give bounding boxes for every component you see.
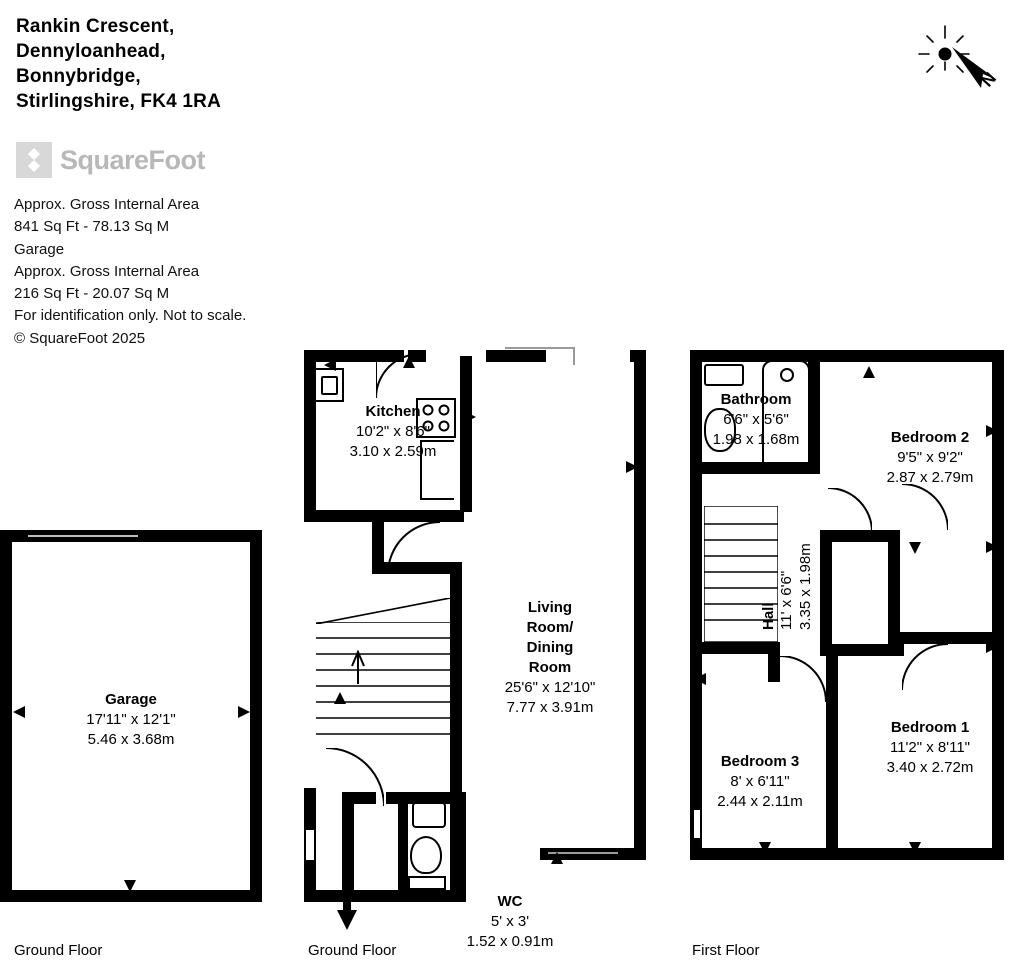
room-garage-metric: 5.46 x 3.68m <box>87 731 175 748</box>
garage-floorplan <box>0 530 270 910</box>
area-line-3: Garage <box>14 240 65 258</box>
room-bedroom1-metric: 3.40 x 2.72m <box>886 759 974 776</box>
gf-wall-top-2 <box>486 350 546 362</box>
brand-name: SquareFoot <box>60 144 206 175</box>
gf-window-top-end <box>573 347 575 365</box>
wc-wall-right <box>454 792 466 892</box>
room-living-metric: 7.77 x 3.91m <box>506 699 594 716</box>
ff-arrow-bottom-right <box>908 840 922 859</box>
area-line-5: 216 Sq Ft - 20.07 Sq M <box>14 285 170 303</box>
room-bathroom-name: Bathroom <box>720 391 792 408</box>
room-wc-metric: 1.52 x 0.91m <box>466 933 554 950</box>
ff-window-left <box>694 810 700 838</box>
room-bedroom3-metric: 2.44 x 2.11m <box>717 793 803 810</box>
room-vestibule-name: Vestibule <box>340 820 357 886</box>
room-living-name-line1: Living <box>527 599 573 616</box>
gf-arrow-right-top <box>624 460 638 479</box>
room-living-name-line2: Room/ <box>526 619 574 636</box>
compass-rose <box>905 14 1015 94</box>
bathroom-door[interactable] <box>828 488 872 532</box>
ff-arrow-top <box>862 366 876 385</box>
wc-cistern-icon <box>408 876 446 890</box>
address-line-1: Rankin Crescent, <box>16 16 175 37</box>
room-living-dining <box>470 598 630 718</box>
stairs-diagonal <box>316 598 450 629</box>
room-bedroom1-name: Bedroom 1 <box>890 719 970 736</box>
ff-hall-wall-bottom <box>820 644 904 656</box>
garage-top-opening-line <box>28 535 138 537</box>
address-line-3: Bonnybridge, <box>16 66 141 87</box>
ff-wall-mid-left-stub <box>768 642 780 682</box>
page-title <box>16 14 436 114</box>
garage-wall-bottom-left <box>0 890 180 902</box>
ground-floor-floorplan <box>290 340 660 950</box>
wc-basin-icon <box>412 802 446 828</box>
area-line-2: 841 Sq Ft - 78.13 Sq M <box>14 218 170 236</box>
ff-wall-bottom-4 <box>862 848 1004 860</box>
room-wc-name: WC <box>497 893 523 910</box>
room-bedroom-1 <box>850 718 1010 778</box>
room-bedroom3-imperial: 8' x 6'11" <box>730 773 790 790</box>
gf-arrow-bottom <box>550 852 564 871</box>
ff-arrow-right-low <box>984 640 998 659</box>
ff-arrow-left <box>694 672 708 691</box>
area-line-6: For identification only. Not to scale. <box>14 307 247 325</box>
gf-wall-right <box>634 350 646 860</box>
room-kitchen-name: Kitchen <box>365 403 421 420</box>
area-line-1: Approx. Gross Internal Area <box>14 196 200 213</box>
room-kitchen-metric: 3.10 x 2.59m <box>349 443 437 460</box>
floor-label-ground-left: Ground Floor <box>14 942 103 959</box>
hall-door[interactable] <box>388 522 440 574</box>
room-hall-metric: 3.35 x 1.98m <box>797 543 814 630</box>
brand-logo <box>14 140 205 180</box>
room-living-imperial: 25'6" x 12'10" <box>504 679 596 696</box>
area-line-7: © SquareFoot 2025 <box>14 329 146 347</box>
gf-window-left <box>306 830 314 860</box>
room-bathroom-metric: 1.98 x 1.68m <box>712 431 800 448</box>
vestibule-wall-top-left <box>342 792 376 804</box>
room-garage-imperial: 17'11" x 12'1" <box>86 711 176 728</box>
ff-hall-wall-right <box>888 530 900 644</box>
room-wc-imperial: 5' x 3' <box>490 913 530 930</box>
room-hall-imperial: 11' x 6'6" <box>778 570 795 630</box>
entrance-arrow <box>336 900 358 935</box>
bathroom-basin-icon <box>704 364 744 386</box>
ff-hall-wall-left <box>820 530 832 656</box>
garage-wall-left <box>0 530 12 902</box>
gf-wall-kitchen-bottom <box>304 510 378 522</box>
area-line-4: Approx. Gross Internal Area <box>14 262 200 280</box>
bedroom3-door[interactable] <box>780 656 826 702</box>
garage-wall-right <box>250 530 262 902</box>
first-floor-floorplan <box>680 340 1020 880</box>
room-kitchen-imperial: 10'2" x 8'6" <box>356 423 430 440</box>
room-bedroom2-imperial: 9'5" x 9'2" <box>897 449 963 466</box>
room-bedroom2-name: Bedroom 2 <box>890 429 970 446</box>
ff-arrow-bottom-left <box>758 840 772 859</box>
room-kitchen <box>328 402 458 462</box>
address-line-4: Stirlingshire, FK4 1RA <box>16 91 221 112</box>
room-bedroom2-metric: 2.87 x 2.79m <box>886 469 974 486</box>
gf-wall-kitchen-bottom-2 <box>384 510 464 522</box>
room-hall-name: Hall <box>760 602 777 630</box>
room-bedroom3-name: Bedroom 3 <box>720 753 800 770</box>
gf-wall-kitchen-right <box>460 356 472 512</box>
wc-toilet-icon <box>410 836 442 874</box>
room-garage <box>31 690 231 750</box>
room-garage-name: Garage <box>105 691 157 708</box>
area-summary <box>14 194 434 350</box>
gf-window-top <box>505 347 575 349</box>
room-bathroom <box>686 390 826 450</box>
garage-arrow-right <box>236 705 250 724</box>
garage-arrow-left <box>13 705 27 724</box>
room-wc <box>420 892 600 952</box>
room-bedroom-2 <box>850 428 1010 488</box>
room-bathroom-imperial: 6'6" x 5'6" <box>723 411 789 428</box>
gf-arrow-kitchen-right <box>462 410 476 429</box>
squarefoot-logo-icon <box>14 140 54 180</box>
compass-north-label: N <box>977 68 1000 91</box>
garage-arrow-bottom <box>123 878 137 897</box>
floor-label-first: First Floor <box>692 942 760 959</box>
address-line-2: Dennyloanhead, <box>16 41 166 62</box>
ff-wall-top-right <box>876 350 996 362</box>
ff-arrow-bed2-bottom <box>908 540 922 559</box>
room-bedroom1-imperial: 11'2" x 8'11" <box>889 739 971 756</box>
staircase <box>316 622 450 752</box>
gf-arrow-kitchen-left <box>324 358 338 377</box>
room-living-name-line4: Room <box>528 659 572 676</box>
gf-arrow-kitchen-top <box>402 356 416 375</box>
room-bedroom-3 <box>690 752 830 812</box>
bedroom2-door[interactable] <box>902 484 948 530</box>
ff-wall-bottom-1 <box>690 848 760 860</box>
garage-door-opening <box>180 890 262 902</box>
floor-label-ground-mid: Ground Floor <box>308 942 397 959</box>
gf-arrow-stairs <box>333 692 347 711</box>
ff-arrow-right-mid <box>984 540 998 559</box>
bedroom1-door[interactable] <box>902 644 948 690</box>
room-living-name-line3: Dining <box>526 639 574 656</box>
wc-wall-divider <box>398 804 408 890</box>
